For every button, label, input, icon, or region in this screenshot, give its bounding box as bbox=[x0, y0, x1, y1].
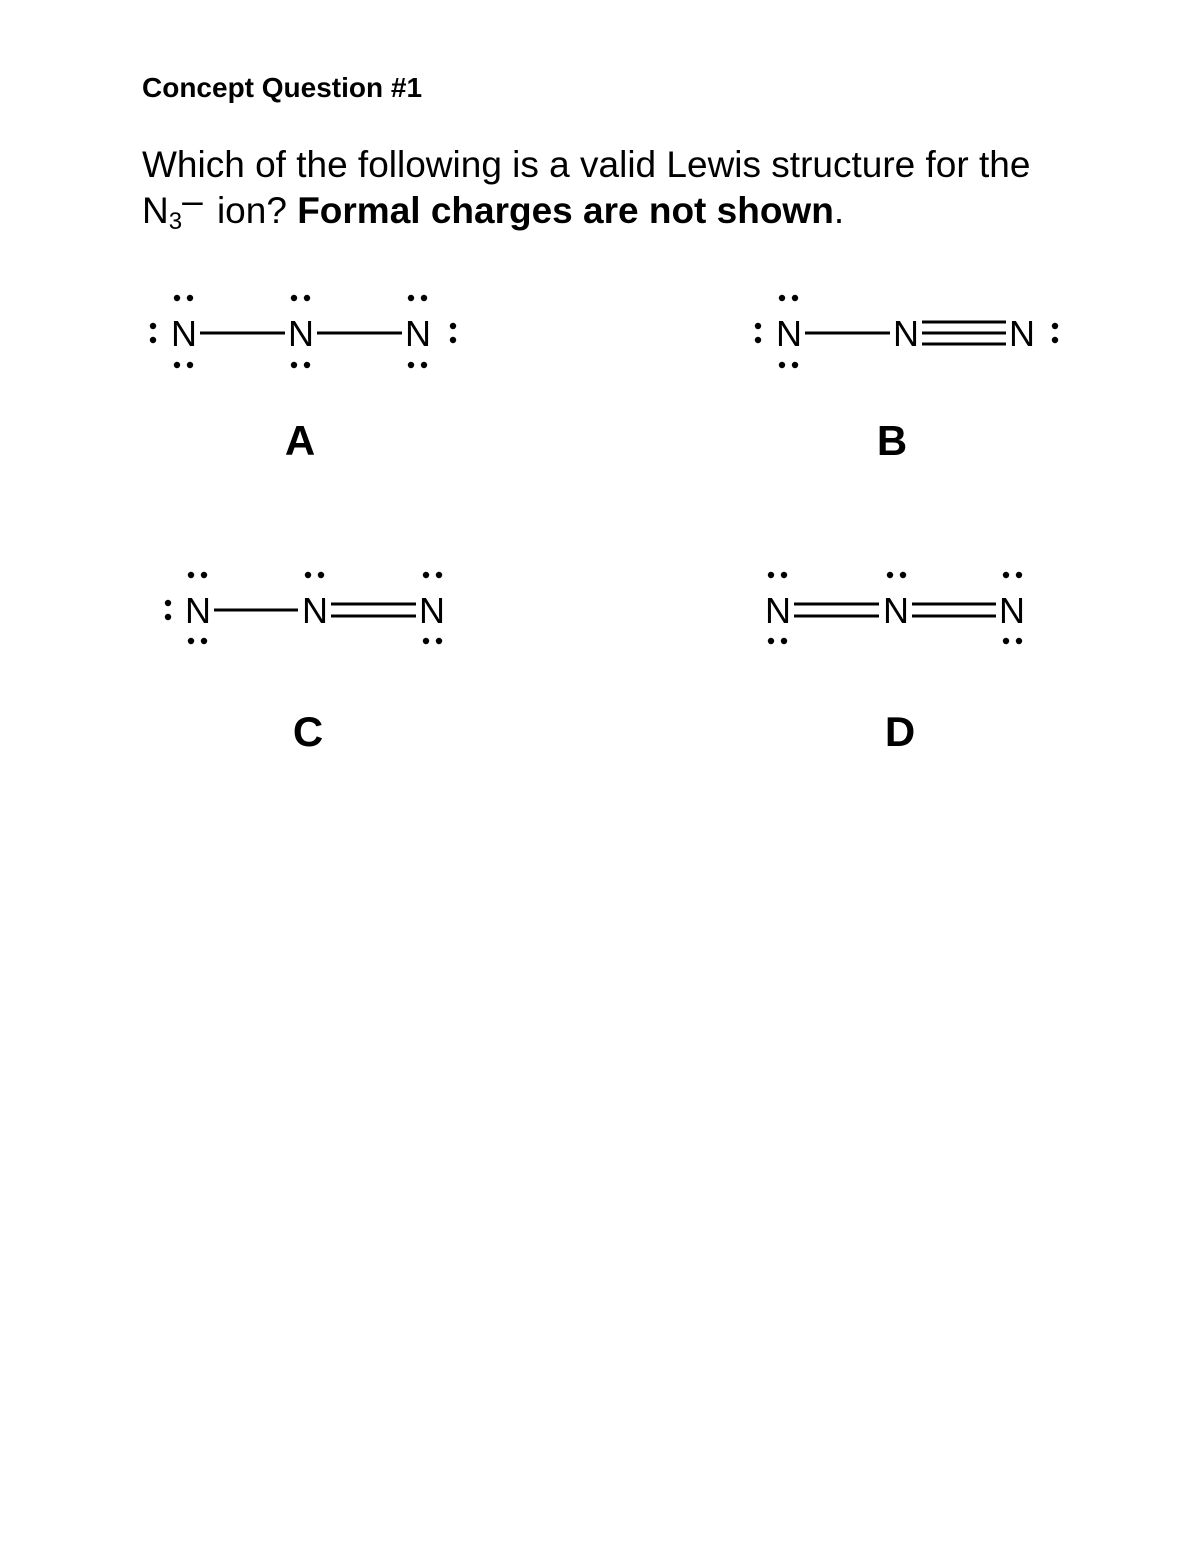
structure-d bbox=[765, 572, 1025, 755]
structure-a bbox=[150, 295, 456, 464]
question-title: Concept Question #1 bbox=[142, 72, 423, 103]
question-emphasis: Formal charges are not shown bbox=[297, 190, 834, 231]
atom-b-2: N bbox=[893, 313, 919, 354]
species-charge: – bbox=[182, 180, 203, 221]
atom-c-2: N bbox=[302, 590, 328, 631]
species-base: N bbox=[142, 190, 169, 231]
atom-c-3: N bbox=[419, 590, 445, 631]
question-line-1: Which of the following is a valid Lewis structure for the bbox=[142, 144, 1031, 185]
atom-c-1: N bbox=[185, 590, 211, 631]
atom-d-1: N bbox=[765, 590, 791, 631]
atom-d-2: N bbox=[883, 590, 909, 631]
atom-a-2: N bbox=[288, 313, 314, 354]
atom-a-3: N bbox=[405, 313, 431, 354]
structure-label-d: D bbox=[884, 708, 916, 755]
atom-b-3: N bbox=[1009, 313, 1035, 354]
structure-label-a: A bbox=[284, 417, 316, 464]
question-end: . bbox=[833, 190, 845, 231]
species-subscript: 3 bbox=[168, 208, 183, 235]
atom-a-1: N bbox=[171, 313, 197, 354]
question-after-species: ion? bbox=[206, 190, 287, 231]
structure-b bbox=[755, 295, 1058, 464]
atom-b-1: N bbox=[776, 313, 802, 354]
structure-label-b: B bbox=[876, 417, 908, 464]
structure-c bbox=[165, 572, 445, 755]
structure-label-c: C bbox=[292, 708, 324, 755]
atom-d-3: N bbox=[999, 590, 1025, 631]
